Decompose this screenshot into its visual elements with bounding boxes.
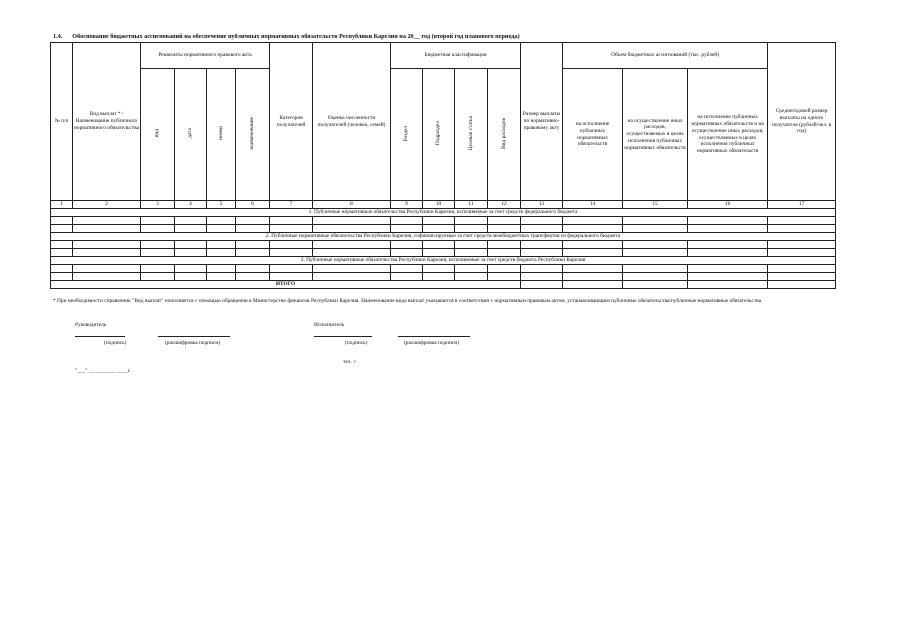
col-number: 7 <box>270 201 313 209</box>
head-decoding-line <box>158 336 230 337</box>
header-col-5 <box>207 69 236 201</box>
col-number: 9 <box>391 201 423 209</box>
header-vid-rashodov: Вид расходов <box>500 117 507 149</box>
header-legal-act: Реквизиты нормативного правового акта <box>141 43 270 69</box>
head-label: Руководитель <box>75 322 107 328</box>
executor-signature-caption: (подпись) <box>345 340 368 346</box>
header-col-9 <box>391 69 423 201</box>
executor-decoding-line <box>398 336 470 337</box>
header-col-2: Вид выплат * / Наименование публичного нормативного обязательства <box>73 43 141 201</box>
section-row-3 <box>51 257 836 265</box>
col-number: 2 <box>73 201 141 209</box>
head-signature-line <box>75 336 125 337</box>
header-col-8: Оценка численности получателей (человек, семей) <box>313 43 391 201</box>
header-number: номер <box>217 126 224 141</box>
total-label: ИТОГО <box>51 281 521 289</box>
header-date: дата <box>187 128 194 139</box>
header-col-4 <box>175 69 207 201</box>
header-col-16: на исполнение публичных нормативных обязательств и на осуществление иных расходов, осуществляемых в целях исполнения публичных нормативных обязательств <box>688 69 768 201</box>
header-vid: вид <box>154 129 161 138</box>
section-3-label: 3. Публичные нормативные обязательства Республики Карелия, исполняемые за счет средств бюджета Республики Карелия <box>51 257 836 265</box>
header-volume: Объем бюджетных ассигнований (тыс. рублей) <box>563 43 768 69</box>
form-title <box>53 33 520 40</box>
table-row <box>51 225 836 233</box>
col-number: 17 <box>768 201 836 209</box>
executor-signature-line <box>314 336 372 337</box>
table-row <box>51 265 836 273</box>
section-row-2 <box>51 233 836 241</box>
date-line: "___" __________ ____г. <box>75 368 131 374</box>
total-row <box>51 281 836 289</box>
header-col-11 <box>455 69 488 201</box>
phone-label: тел. ○ <box>343 359 357 365</box>
col-number: 15 <box>623 201 688 209</box>
header-razdel: Раздел <box>403 125 410 141</box>
header-celevaya: Целевая статья <box>467 115 474 151</box>
table-row <box>51 217 836 225</box>
header-col-14: на исполнение публичных нормативных обязательств <box>563 69 623 201</box>
header-col-3 <box>141 69 175 201</box>
column-numbers-row <box>51 201 836 209</box>
head-signature-caption: (подпись) <box>104 340 127 346</box>
section-number: 1.4. <box>53 33 63 40</box>
header-name: наименование <box>249 116 256 150</box>
col-number: 14 <box>563 201 623 209</box>
col-number: 4 <box>175 201 207 209</box>
col-number: 6 <box>236 201 270 209</box>
header-col-13: Размер выплаты по нормативно-правовому акту <box>521 43 563 201</box>
col-number: 1 <box>51 201 73 209</box>
header-budget-classification: Бюджетная классификация <box>391 43 521 69</box>
col-number: 10 <box>423 201 455 209</box>
col-number: 5 <box>207 201 236 209</box>
header-col-1: № п/п <box>51 43 73 201</box>
form-title-text: Обоснование бюджетных ассигнований на обеспечение публичных нормативных обязательств Республики Карелия на 20__ год (второй год планового периода) <box>72 33 520 40</box>
executor-label: Исполнитель <box>314 322 345 328</box>
col-number: 13 <box>521 201 563 209</box>
col-number: 8 <box>313 201 391 209</box>
header-col-10 <box>423 69 455 201</box>
obligations-table <box>50 42 836 289</box>
footnote: * При необходимости справочник "Вид выплат" пополняется с помощью обращения в Министерство финансов Республики Карелия. Наименование вида выплат указывается в соответствии с нормативным правовым актом, устанавливающим публичные обязательства/публичные нормативные обязательства <box>53 298 762 304</box>
header-col-12 <box>488 69 521 201</box>
header-row-2 <box>51 69 836 201</box>
col-number: 12 <box>488 201 521 209</box>
header-podrazdel: Подраздел <box>435 121 442 146</box>
header-col-17: Среднегодовой размер выплаты на одного получателя (рублей/чел. в год) <box>768 43 836 201</box>
section-1-label: 1. Публичные нормативные обязательства Республики Карелия, исполняемые за счет средств федерального бюджета <box>51 209 836 217</box>
executor-decoding-caption: (расшифровка подписи) <box>404 340 460 346</box>
header-col-7: Категория получателей <box>270 43 313 201</box>
section-row-1 <box>51 209 836 217</box>
col-number: 11 <box>455 201 488 209</box>
header-col-15: на осуществление иных расходов, осуществляемых в целях исполнения публичных нормативных обязательств <box>623 69 688 201</box>
head-decoding-caption: (расшифровка подписи) <box>165 340 221 346</box>
table-row <box>51 249 836 257</box>
section-2-label: 2. Публичные нормативные обязательства Республики Карелия, софинансируемые за счет средств межбюджетных трансфертов из федерального бюджета <box>51 233 836 241</box>
table-row <box>51 273 836 281</box>
header-row-1 <box>51 43 836 69</box>
col-number: 3 <box>141 201 175 209</box>
header-col-6 <box>236 69 270 201</box>
col-number: 16 <box>688 201 768 209</box>
table-row <box>51 241 836 249</box>
